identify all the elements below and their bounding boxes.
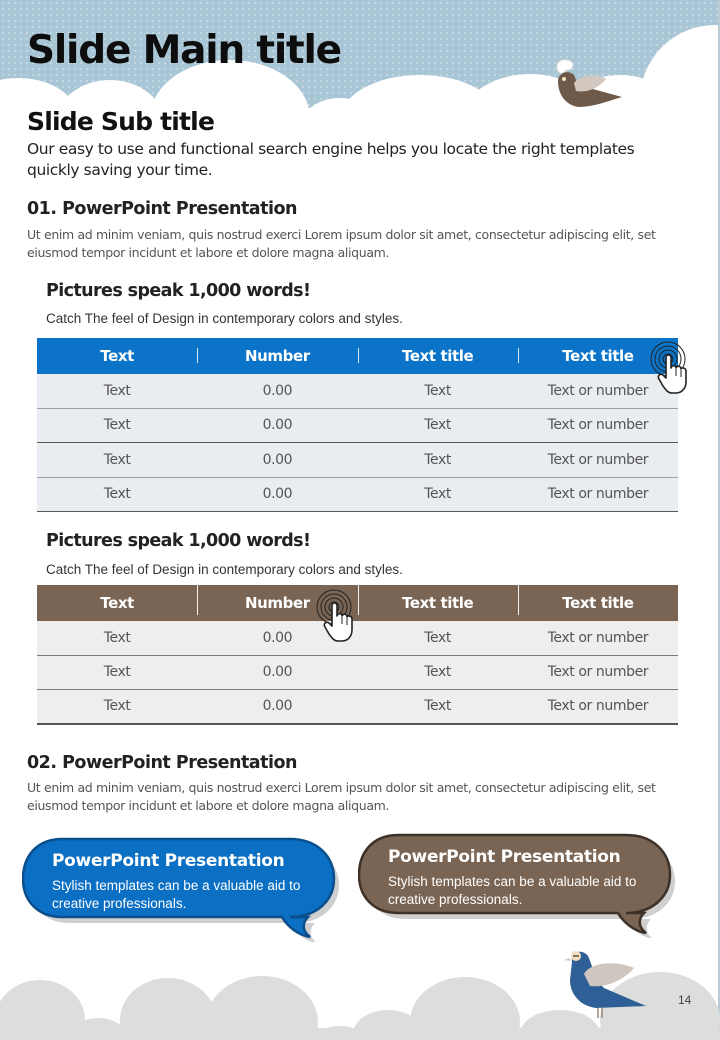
table-cell: Text or number <box>547 417 649 434</box>
table-cell: 0.00 <box>262 382 293 399</box>
table-cell: 0.00 <box>262 698 293 715</box>
section-02-body: Ut enim ad minim veniam, quis nostrud exerci Lorem ipsum dolor sit amet, consectetur adipiscing elit, set eiusmod tempor incidunt et labore et dolore magna aliquam. <box>27 780 656 813</box>
table-1-header <box>37 338 678 374</box>
slide-main-title: Slide Main title <box>27 28 341 73</box>
table-cell: Text <box>103 451 131 468</box>
table-cell: Text <box>103 382 131 399</box>
table-2-col-header[interactable]: Text <box>100 594 134 612</box>
table-cell: Text or number <box>547 486 649 503</box>
callout-brown-title: PowerPoint Presentation <box>388 847 621 867</box>
table-1-col-header[interactable]: Number <box>197 338 357 374</box>
table-row <box>37 443 678 478</box>
table-1-col-header[interactable]: Text title <box>518 338 678 374</box>
bird-blue-icon <box>560 944 650 1020</box>
callout-blue-text: Stylish templates can be a valuable aid to creative professionals. <box>52 878 301 911</box>
table-cell: Text <box>103 698 131 715</box>
table-row <box>37 656 678 691</box>
slide-sub-title: Slide Sub title <box>27 107 215 136</box>
callout-blue <box>22 837 340 942</box>
table-row <box>37 478 678 513</box>
table-2-col-header[interactable]: Text title <box>518 585 678 621</box>
table-cell: Text <box>424 629 451 646</box>
table-1-heading: Pictures speak 1,000 words! <box>46 281 311 301</box>
table-2-heading: Pictures speak 1,000 words! <box>46 531 311 551</box>
table-cell: Text <box>424 664 451 681</box>
table-2-col-header[interactable]: Text title <box>358 585 518 621</box>
table-1 <box>37 338 678 512</box>
page-number: 14 <box>678 993 692 1007</box>
table-cell: Text or number <box>547 382 649 399</box>
callout-blue-title: PowerPoint Presentation <box>52 851 285 871</box>
table-cell: 0.00 <box>262 664 293 681</box>
table-cell: Text <box>103 664 131 681</box>
table-cell: Text or number <box>547 698 649 715</box>
section-02-heading: 02. PowerPoint Presentation <box>27 753 297 773</box>
table-cell: Text <box>424 451 451 468</box>
table-1-col-header[interactable]: Text <box>100 347 134 365</box>
table-cell: 0.00 <box>262 629 293 646</box>
table-cell: Text or number <box>547 664 649 681</box>
table-cell: Text <box>103 486 131 503</box>
table-row <box>37 374 678 409</box>
table-2-caption: Catch The feel of Design in contemporary colors and styles. <box>46 562 403 577</box>
table-row <box>37 690 678 725</box>
table-cell: Text or number <box>547 451 649 468</box>
section-01-body: Ut enim ad minim veniam, quis nostrud exerci Lorem ipsum dolor sit amet, consectetur adipiscing elit, set eiusmod tempor incidunt et labore et dolore magna aliquam. <box>27 227 656 260</box>
callout-brown-text: Stylish templates can be a valuable aid to creative professionals. <box>388 874 637 907</box>
slide-sub-description: Our easy to use and functional search engine helps you locate the right templates quickly saving your time. <box>27 140 635 179</box>
callout-brown <box>358 833 676 938</box>
table-cell: 0.00 <box>262 417 293 434</box>
hand-pointer-click-icon <box>314 588 364 644</box>
hand-pointer-click-icon <box>648 340 698 396</box>
table-cell: Text <box>424 698 451 715</box>
bird-brown-icon <box>548 55 628 117</box>
table-cell: Text or number <box>547 629 649 646</box>
table-row <box>37 409 678 444</box>
table-cell: Text <box>424 486 451 503</box>
table-cell: Text <box>103 417 131 434</box>
table-cell: Text <box>424 417 451 434</box>
table-1-caption: Catch The feel of Design in contemporary colors and styles. <box>46 311 403 326</box>
table-2-col-header[interactable]: Number <box>197 585 357 621</box>
table-cell: Text <box>424 382 451 399</box>
section-01-heading: 01. PowerPoint Presentation <box>27 199 297 219</box>
table-1-col-header[interactable]: Text title <box>358 338 518 374</box>
table-cell: 0.00 <box>262 451 293 468</box>
table-cell: Text <box>103 629 131 646</box>
table-cell: 0.00 <box>262 486 293 503</box>
